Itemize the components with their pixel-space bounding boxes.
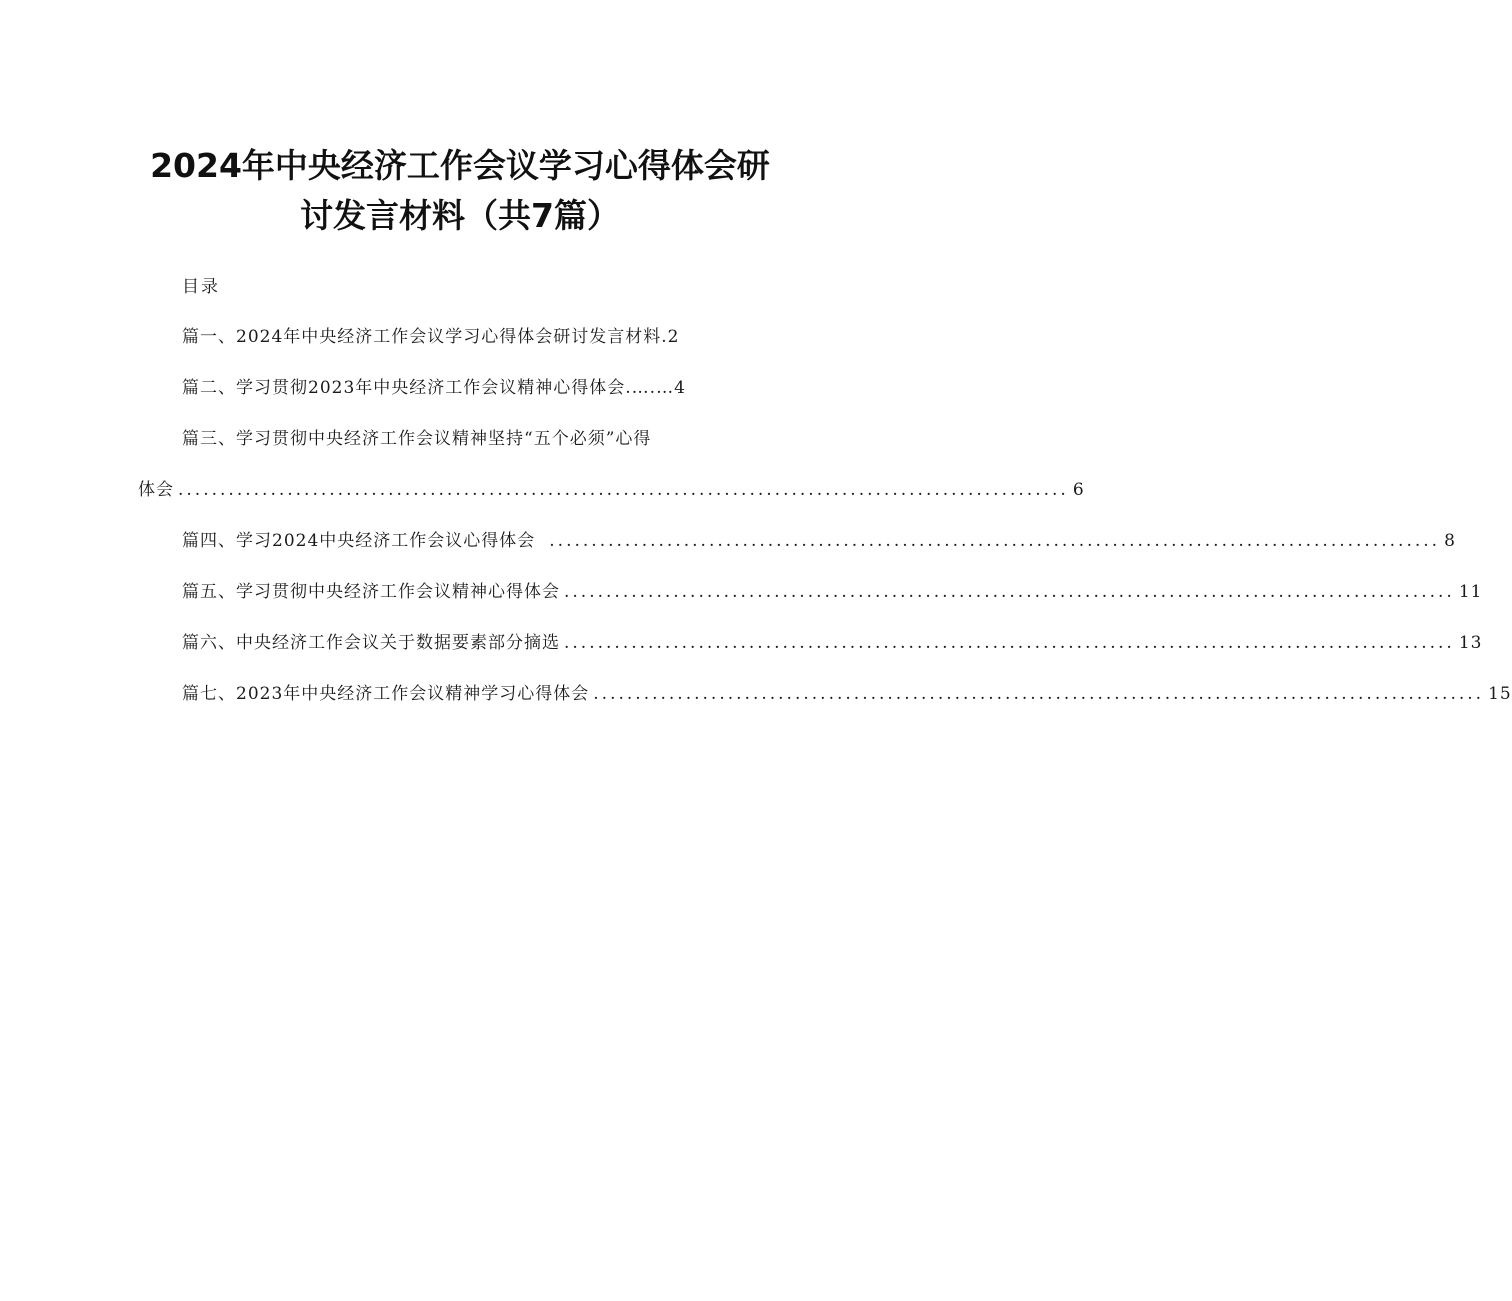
document-title-line-1: 2024年中央经济工作会议学习心得体会研 (150, 146, 770, 185)
toc-entry-page: 11 (1458, 582, 1483, 602)
toc-dot-leader: .......................................................................................................... (564, 633, 1455, 653)
toc-entry-page: 4 (674, 378, 686, 398)
toc-entry-3-line-1[interactable]: 篇三、学习贯彻中央经济工作会议精神坚持“五个必须”心得 (182, 429, 652, 449)
toc-entry-label: 篇一、2024年中央经济工作会议学习心得体会研讨发言材料 (182, 327, 662, 347)
toc-entry-6[interactable] (182, 628, 1483, 653)
toc-entry-label: 篇七、2023年中央经济工作会议精神学习心得体会 (182, 684, 590, 704)
toc-entry-page: 13 (1458, 633, 1483, 653)
toc-dot-leader: .......................................................................................................... (549, 531, 1441, 551)
toc-entry-label: 篇四、学习2024中央经济工作会议心得体会 (182, 531, 536, 551)
toc-entry-page: 2 (667, 327, 680, 347)
toc-entry-7[interactable] (182, 679, 1512, 704)
document-title-line-2: 讨发言材料（共7篇） (300, 196, 620, 235)
toc-entry-4[interactable] (182, 526, 1456, 551)
toc-dot-leader: .......................................................................................................... (564, 582, 1455, 602)
toc-entry-page: 15 (1488, 684, 1512, 704)
toc-entry-leader: .….… (625, 378, 675, 398)
toc-entry-page: 8 (1444, 531, 1456, 551)
toc-heading: 目录 (182, 277, 220, 297)
toc-entry-label: 篇二、学习贯彻2023年中央经济工作会议精神心得体会 (182, 378, 626, 398)
toc-entry-leader: . (661, 327, 668, 347)
toc-entry-1[interactable] (182, 322, 680, 347)
toc-entry-page: 6 (1072, 480, 1085, 500)
toc-dot-leader: .......................................................................................................... (178, 480, 1069, 500)
toc-entry-5[interactable] (182, 577, 1483, 602)
toc-entry-label: 体会 (138, 480, 174, 500)
toc-entry-2[interactable] (182, 373, 686, 398)
toc-entry-label: 篇六、中央经济工作会议关于数据要素部分摘选 (182, 633, 560, 653)
toc-entry-label: 篇五、学习贯彻中央经济工作会议精神心得体会 (182, 582, 560, 602)
toc-entry-3-line-2[interactable] (138, 475, 1085, 500)
toc-dot-leader: .......................................................................................................... (593, 684, 1485, 704)
